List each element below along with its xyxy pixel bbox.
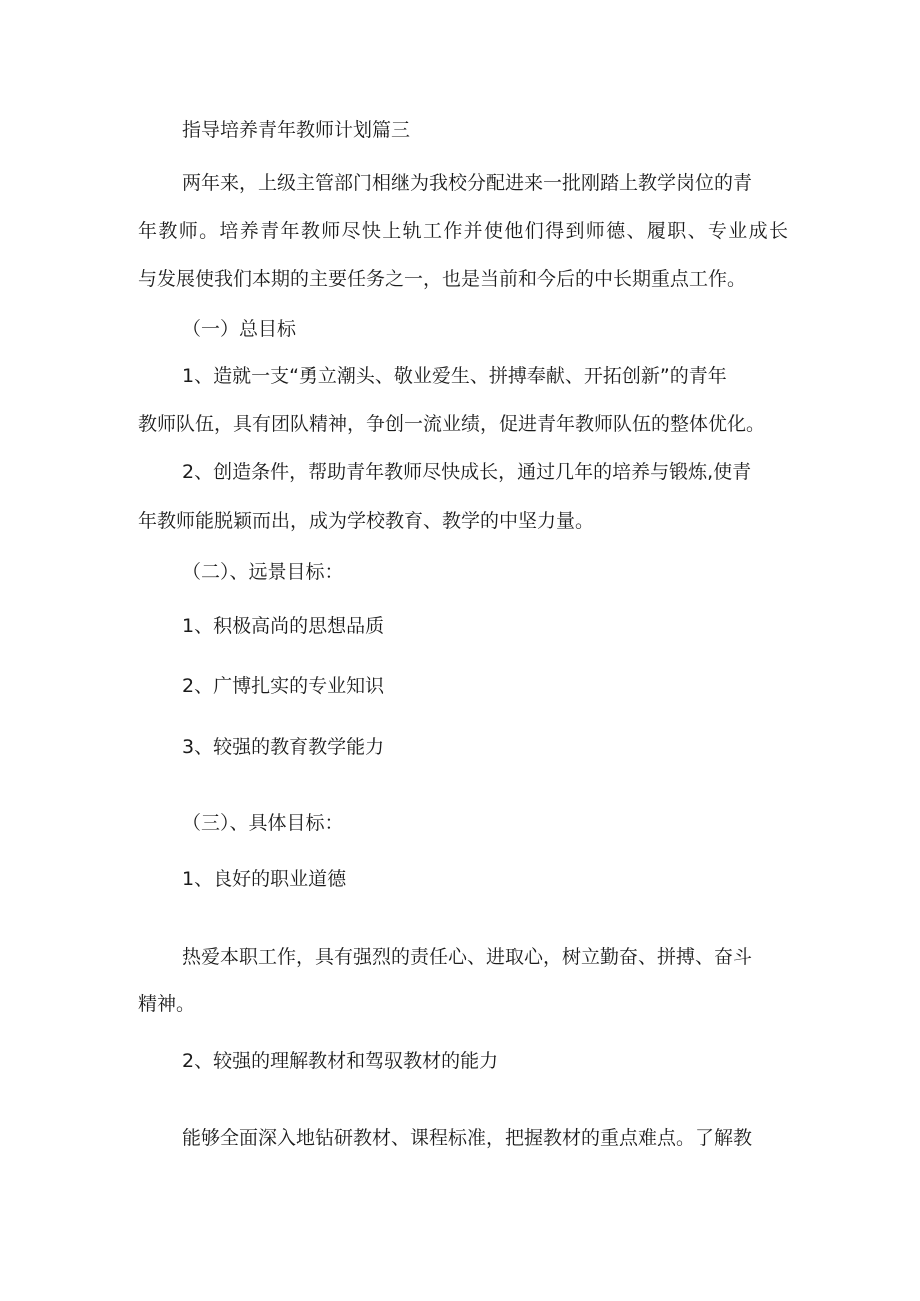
section-3-item-1-title: 1、良好的职业道德 — [182, 868, 347, 890]
section-1-item-1-line-2: 教师队伍，具有团队精神，争创一流业绩，促进青年教师队伍的整体优化。 — [138, 413, 766, 435]
section-2-item-3: 3、较强的教育教学能力 — [182, 736, 385, 758]
intro-line-1: 两年来，上级主管部门相继为我校分配进来一批刚踏上教学岗位的青 — [182, 172, 753, 194]
section-3-item-2-title: 2、较强的理解教材和驾驭教材的能力 — [182, 1050, 499, 1072]
intro-line-3: 与发展使我们本期的主要任务之一，也是当前和今后的中长期重点工作。 — [138, 268, 747, 290]
section-3-heading: （三）、具体目标： — [182, 812, 344, 834]
section-2-heading: （二）、远景目标： — [182, 561, 344, 583]
section-1-item-2-line-2: 年教师能脱颖而出，成为学校教育、教学的中坚力量。 — [138, 510, 595, 532]
section-1-item-1-line-1: 1、造就一支“勇立潮头、敬业爱生、拼搏奉献、开拓创新”的青年 — [182, 365, 727, 387]
intro-line-2: 年教师。培养青年教师尽快上轨工作并使他们得到师德、履职、专业成长 — [138, 220, 788, 242]
section-2-item-1: 1、积极高尚的思想品质 — [182, 615, 385, 637]
section-3-item-1-line-2: 精神。 — [138, 993, 196, 1015]
section-3-item-1-line-1: 热爱本职工作，具有强烈的责任心、进取心，树立勤奋、拼搏、奋斗 — [182, 946, 753, 968]
section-1-heading: （一）总目标 — [182, 318, 297, 340]
section-1-item-2-line-1: 2、创造条件，帮助青年教师尽快成长，通过几年的培养与锻炼,使青 — [182, 461, 752, 483]
document-title: 指导培养青年教师计划篇三 — [182, 119, 411, 141]
section-3-item-2-line-1: 能够全面深入地钻研教材、课程标准，把握教材的重点难点。了解教 — [182, 1127, 753, 1149]
section-2-item-2: 2、广博扎实的专业知识 — [182, 675, 385, 697]
